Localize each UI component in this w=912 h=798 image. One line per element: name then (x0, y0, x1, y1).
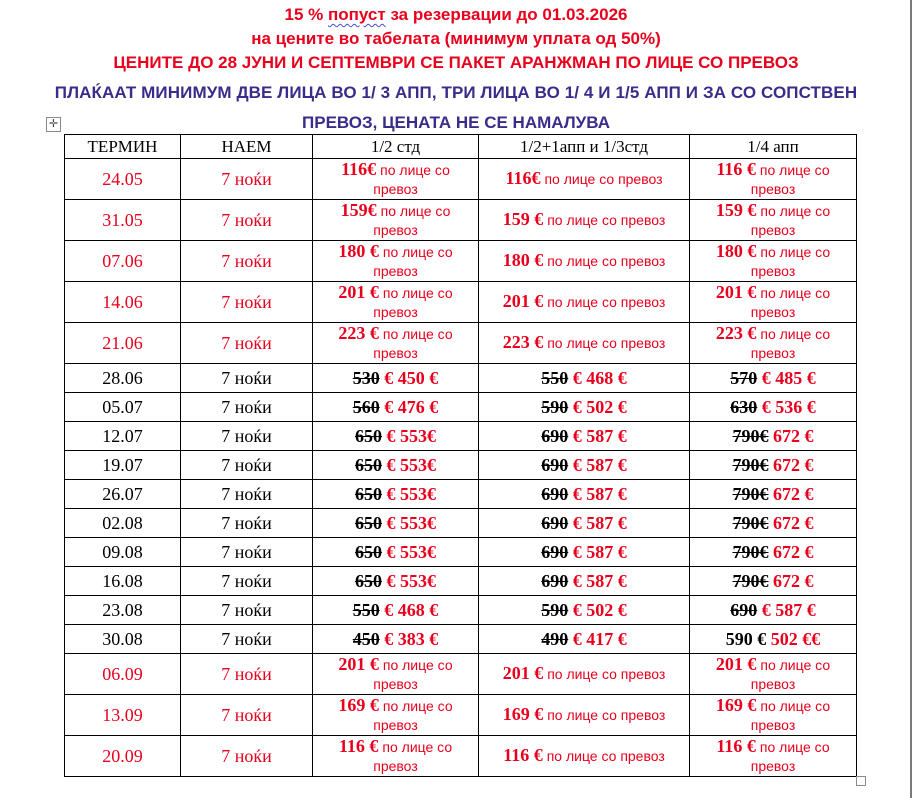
package-amount: 201 € (715, 653, 757, 674)
package-note: по лице со превоз (750, 161, 830, 197)
package-amount: 116€ (341, 158, 377, 179)
header-quarter-app: 1/4 апп (690, 135, 857, 159)
price-cell (313, 480, 479, 509)
package-note: по лице со превоз (373, 284, 453, 320)
table-resize-handle[interactable] (856, 776, 866, 786)
rental-cell (181, 625, 313, 654)
table-body (65, 159, 857, 777)
old-price: 570 (730, 367, 758, 388)
term-cell (65, 282, 181, 323)
discount-price: € 468 € (568, 367, 627, 388)
term-cell (65, 159, 181, 200)
package-note: по лице со превоз (373, 161, 450, 197)
term-cell (65, 509, 181, 538)
term-cell (65, 422, 181, 451)
term-cell (65, 323, 181, 364)
discount-price: € 468 € (379, 599, 439, 620)
package-note: по лице со превоз (373, 202, 451, 238)
old-price: 790€ (732, 483, 769, 504)
discount-price: 672 € (768, 483, 814, 504)
package-amount: 223 € (715, 322, 757, 343)
discount-price: 672 € (768, 454, 814, 475)
table-row (65, 422, 857, 451)
term-cell (65, 393, 181, 422)
price-cell (313, 538, 479, 567)
package-price (690, 242, 856, 281)
package-note: по лице со превоз (750, 243, 831, 279)
price-cell (479, 364, 690, 393)
package-price (479, 705, 689, 725)
rental-cell (181, 200, 313, 241)
term-date: 02.08 (102, 512, 143, 533)
package-price-cell (313, 159, 479, 200)
package-price (313, 655, 478, 694)
old-price: 790€ (732, 512, 769, 533)
term-cell (65, 538, 181, 567)
rental-cell (181, 451, 313, 480)
package-amount: 159€ (340, 199, 377, 220)
table-row (65, 282, 857, 323)
rental-cell (181, 393, 313, 422)
rental-nights: 7 ноќи (221, 250, 272, 271)
term-date: 09.08 (102, 541, 143, 562)
rental-cell (181, 323, 313, 364)
table-move-handle-icon[interactable]: ✛ (46, 117, 61, 132)
package-price (479, 251, 689, 271)
old-price: 790€ (732, 541, 769, 562)
term-cell (65, 736, 181, 777)
old-price: 690 (541, 512, 569, 533)
price-cell (690, 567, 857, 596)
rental-cell (181, 282, 313, 323)
old-price: 690 (541, 541, 569, 562)
price-cell (479, 480, 690, 509)
old-price: 590 (541, 599, 569, 620)
package-note: по лице со превоз (373, 656, 453, 692)
package-amount: 116 € (716, 158, 756, 179)
regular-price: 590 € (725, 628, 767, 649)
package-note: по лице со превоз (750, 202, 831, 238)
term-date: 05.07 (102, 396, 143, 417)
package-price-cell (690, 241, 857, 282)
term-cell (65, 364, 181, 393)
discount-price: € 536 € (757, 396, 816, 417)
rental-nights: 7 ноќи (221, 541, 272, 562)
old-price: 550 (352, 599, 380, 620)
package-price (690, 201, 856, 240)
price-cell (313, 364, 479, 393)
table-row (65, 538, 857, 567)
package-price (690, 160, 856, 199)
package-price-cell (479, 323, 690, 364)
package-price (479, 210, 689, 230)
rental-nights: 7 ноќи (221, 396, 272, 417)
rental-nights: 7 ноќи (221, 704, 272, 725)
price-cell (479, 538, 690, 567)
package-price-cell (313, 241, 479, 282)
discount-price: € 587 € (757, 599, 816, 620)
package-price (479, 664, 689, 684)
package-note: по лице со превоз (373, 243, 453, 279)
old-price: 650 (355, 425, 382, 446)
package-amount: 201 € (502, 663, 544, 683)
package-note: по лице со превоз (750, 697, 831, 733)
rental-nights: 7 ноќи (221, 425, 272, 446)
table-row (65, 159, 857, 200)
term-date: 23.08 (102, 599, 143, 620)
old-price: 630 (730, 396, 758, 417)
package-note: по лице со превоз (750, 325, 831, 361)
package-price-cell (313, 654, 479, 695)
own-transport-notice: ПРЕВОЗ, ЦЕНАТА НЕ СЕ НАМАЛУВА (302, 113, 610, 132)
package-amount: 180 € (338, 240, 379, 261)
term-date: 12.07 (102, 425, 143, 446)
rental-nights: 7 ноќи (221, 512, 272, 533)
package-price-cell (313, 695, 479, 736)
rental-cell (181, 567, 313, 596)
old-price: 490 (541, 628, 569, 649)
package-note: по лице со превоз (373, 697, 453, 733)
old-price: 650 (355, 541, 382, 562)
price-cell (690, 480, 857, 509)
discount-price: € 587 € (568, 454, 627, 475)
term-date: 28.06 (102, 367, 143, 388)
discount-price: € 383 € (379, 628, 439, 649)
price-cell (313, 596, 479, 625)
discount-price: € 553€ (382, 483, 436, 504)
package-price-cell (690, 736, 857, 777)
term-date: 24.05 (102, 168, 143, 189)
table-row (65, 695, 857, 736)
package-amount: 169 € (502, 704, 544, 724)
discount-heading (0, 5, 912, 25)
header-term: ТЕРМИН (65, 135, 181, 159)
package-amount: 180 € (715, 240, 757, 261)
term-cell (65, 625, 181, 654)
package-price (690, 655, 856, 694)
package-price (690, 696, 856, 735)
price-cell (479, 596, 690, 625)
package-price-cell (690, 159, 857, 200)
price-cell (690, 364, 857, 393)
price-cell (479, 625, 690, 654)
term-date: 26.07 (102, 483, 143, 504)
term-cell (65, 654, 181, 695)
price-cell (479, 451, 690, 480)
term-date: 30.08 (102, 628, 143, 649)
rental-nights: 7 ноќи (221, 570, 272, 591)
package-amount: 159 € (502, 209, 544, 229)
old-price: 650 (355, 454, 382, 475)
old-price: 690 (541, 483, 569, 504)
table-row (65, 654, 857, 695)
rental-cell (181, 654, 313, 695)
package-price-cell (690, 282, 857, 323)
package-price-cell (479, 736, 690, 777)
old-price: 650 (355, 570, 382, 591)
discount-price: € 553€ (382, 541, 436, 562)
package-amount: 159 € (715, 199, 757, 220)
package-price (690, 324, 856, 363)
old-price: 790€ (732, 425, 769, 446)
old-price: 650 (355, 483, 382, 504)
term-cell (65, 596, 181, 625)
term-date: 16.08 (102, 570, 143, 591)
package-amount: 201 € (502, 291, 544, 311)
rental-cell (181, 736, 313, 777)
package-price (313, 696, 478, 735)
rental-cell (181, 596, 313, 625)
term-date: 31.05 (102, 209, 143, 230)
price-cell (690, 538, 857, 567)
price-cell (313, 567, 479, 596)
price-cell (313, 451, 479, 480)
package-note: по лице со превоз (547, 335, 666, 351)
old-price: 550 (541, 367, 569, 388)
package-price (313, 283, 478, 322)
package-note: по лице со превоз (373, 325, 453, 361)
rental-nights: 7 ноќи (221, 663, 272, 684)
price-cell (690, 451, 857, 480)
package-note: по лице со превоз (373, 738, 453, 774)
discount-price: € 553€ (382, 425, 436, 446)
minimum-persons-notice: ПЛАЌААТ МИНИМУМ ДВЕ ЛИЦА ВО 1/ 3 АПП, ТРИ ЛИЦА ВО 1/ 4 И 1/5 АПП И ЗА СО СОПСТВЕН (54, 83, 858, 102)
discount-price: € 587 € (568, 570, 627, 591)
rental-nights: 7 ноќи (221, 483, 272, 504)
old-price: 450 (352, 628, 380, 649)
package-price (313, 242, 478, 281)
discount-price: € 502 € (568, 599, 627, 620)
term-cell (65, 451, 181, 480)
term-date: 13.09 (102, 704, 143, 725)
term-date: 20.09 (102, 745, 143, 766)
price-cell (690, 596, 857, 625)
discount-price: € 587 € (568, 425, 627, 446)
table-row (65, 625, 857, 654)
discount-price: 672 € (768, 570, 814, 591)
package-notice: ЦЕНИТЕ ДО 28 ЈУНИ И СЕПТЕМВРИ СЕ ПАКЕТ АРАНЖМАН ПО ЛИЦЕ СО ПРЕВОЗ (113, 53, 799, 72)
old-price: 690 (541, 570, 569, 591)
package-price-cell (690, 323, 857, 364)
discount-price: € 476 € (379, 396, 439, 417)
table-row (65, 200, 857, 241)
table-row (65, 364, 857, 393)
old-price: 690 (541, 425, 569, 446)
package-price (690, 283, 856, 322)
discount-price: 672 € (768, 541, 814, 562)
package-amount: 223 € (338, 322, 379, 343)
discount-deadline: за резервации до 01.03.2026 (390, 5, 628, 24)
package-price (313, 737, 478, 776)
discount-price: € 502 € (568, 396, 627, 417)
term-date: 14.06 (102, 291, 143, 312)
discount-condition: на цените во табелата (минимум уплата од 50%) (251, 29, 661, 48)
package-note: по лице со превоз (750, 656, 831, 692)
old-price: 590 (541, 396, 569, 417)
package-price-cell (690, 200, 857, 241)
price-cell (690, 625, 857, 654)
table-row (65, 596, 857, 625)
price-cell (313, 393, 479, 422)
discount-price: 672 € (768, 425, 814, 446)
package-price-cell (479, 695, 690, 736)
rental-nights: 7 ноќи (221, 291, 272, 312)
price-cell (690, 509, 857, 538)
package-amount: 201 € (338, 653, 379, 674)
package-amount: 116 € (716, 735, 756, 756)
package-note: по лице со превоз (547, 707, 666, 723)
package-amount: 180 € (502, 250, 544, 270)
package-price-cell (313, 323, 479, 364)
discount-price: € 553€ (382, 454, 436, 475)
package-price (479, 333, 689, 353)
package-amount: 201 € (338, 281, 379, 302)
rental-cell (181, 480, 313, 509)
package-price-cell (479, 159, 690, 200)
package-amount: 223 € (502, 332, 544, 352)
rental-nights: 7 ноќи (221, 367, 272, 388)
package-price-cell (313, 736, 479, 777)
price-cell (479, 567, 690, 596)
package-amount: 169 € (338, 694, 379, 715)
header-half-std: 1/2 стд (313, 135, 479, 159)
discount-price: € 553€ (382, 512, 436, 533)
discount-price: € 587 € (568, 483, 627, 504)
package-price-cell (690, 654, 857, 695)
package-price-cell (479, 241, 690, 282)
package-price (690, 737, 856, 776)
rental-cell (181, 538, 313, 567)
package-note: по лице со превоз (547, 666, 666, 682)
rental-cell (181, 509, 313, 538)
rental-nights: 7 ноќи (221, 168, 272, 189)
price-cell (313, 422, 479, 451)
package-price-cell (479, 654, 690, 695)
package-amount: 201 € (715, 281, 757, 302)
term-date: 06.09 (102, 663, 143, 684)
table-row (65, 736, 857, 777)
price-cell (479, 509, 690, 538)
rental-nights: 7 ноќи (221, 209, 272, 230)
package-amount: 116 € (338, 735, 379, 756)
table-row (65, 480, 857, 509)
package-amount: 116€ (505, 168, 541, 188)
package-note: по лице со превоз (546, 748, 665, 764)
price-cell (313, 509, 479, 538)
rental-cell (181, 241, 313, 282)
discount-word: попуст (327, 5, 386, 24)
table-header-row (65, 135, 857, 159)
price-cell (479, 422, 690, 451)
package-price-cell (479, 200, 690, 241)
old-price: 690 (541, 454, 569, 475)
term-cell (65, 200, 181, 241)
package-price (313, 160, 478, 199)
package-price-cell (690, 695, 857, 736)
package-note: по лице со превоз (750, 738, 830, 774)
table-row (65, 323, 857, 364)
old-price: 650 (355, 512, 382, 533)
discount-percent: 15 % (284, 5, 324, 24)
table-row (65, 393, 857, 422)
discount-price: 502 €€ (766, 628, 821, 649)
rental-nights: 7 ноќи (221, 599, 272, 620)
rental-cell (181, 422, 313, 451)
package-price (479, 169, 689, 189)
discount-price: € 587 € (568, 541, 627, 562)
package-price (313, 324, 478, 363)
discount-price: 672 € (768, 512, 814, 533)
discount-price: € 587 € (568, 512, 627, 533)
price-cell (479, 393, 690, 422)
discount-price: € 485 € (757, 367, 816, 388)
old-price: 790€ (732, 570, 769, 591)
header-rental: НАЕМ (181, 135, 313, 159)
term-cell (65, 567, 181, 596)
package-price-cell (313, 282, 479, 323)
package-price-cell (479, 282, 690, 323)
term-date: 21.06 (102, 332, 143, 353)
rental-nights: 7 ноќи (221, 628, 272, 649)
package-note: по лице со превоз (547, 294, 666, 310)
discount-price: € 553€ (382, 570, 436, 591)
term-cell (65, 241, 181, 282)
package-amount: 116 € (503, 745, 543, 765)
package-note: по лице со превоз (544, 171, 663, 187)
package-amount: 169 € (715, 694, 757, 715)
rental-nights: 7 ноќи (221, 332, 272, 353)
price-cell (690, 393, 857, 422)
price-table (64, 134, 857, 777)
package-price (313, 201, 478, 240)
price-cell (313, 625, 479, 654)
term-date: 07.06 (102, 250, 143, 271)
package-price (479, 746, 689, 766)
table-row (65, 241, 857, 282)
table-row (65, 567, 857, 596)
old-price: 560 (352, 396, 380, 417)
rental-cell (181, 364, 313, 393)
old-price: 530 (352, 367, 380, 388)
header-half-plus-one: 1/2+1апп и 1/3стд (479, 135, 690, 159)
old-price: 690 (730, 599, 758, 620)
package-note: по лице со превоз (547, 212, 666, 228)
discount-price: € 417 € (568, 628, 627, 649)
package-price (479, 292, 689, 312)
term-cell (65, 695, 181, 736)
discount-price: € 450 € (379, 367, 439, 388)
term-date: 19.07 (102, 454, 143, 475)
term-cell (65, 480, 181, 509)
rental-nights: 7 ноќи (221, 745, 272, 766)
price-cell (690, 422, 857, 451)
package-note: по лице со превоз (750, 284, 831, 320)
table-row (65, 451, 857, 480)
package-price-cell (313, 200, 479, 241)
package-note: по лице со превоз (547, 253, 666, 269)
table-row (65, 509, 857, 538)
rental-cell (181, 695, 313, 736)
rental-nights: 7 ноќи (221, 454, 272, 475)
rental-cell (181, 159, 313, 200)
old-price: 790€ (732, 454, 769, 475)
